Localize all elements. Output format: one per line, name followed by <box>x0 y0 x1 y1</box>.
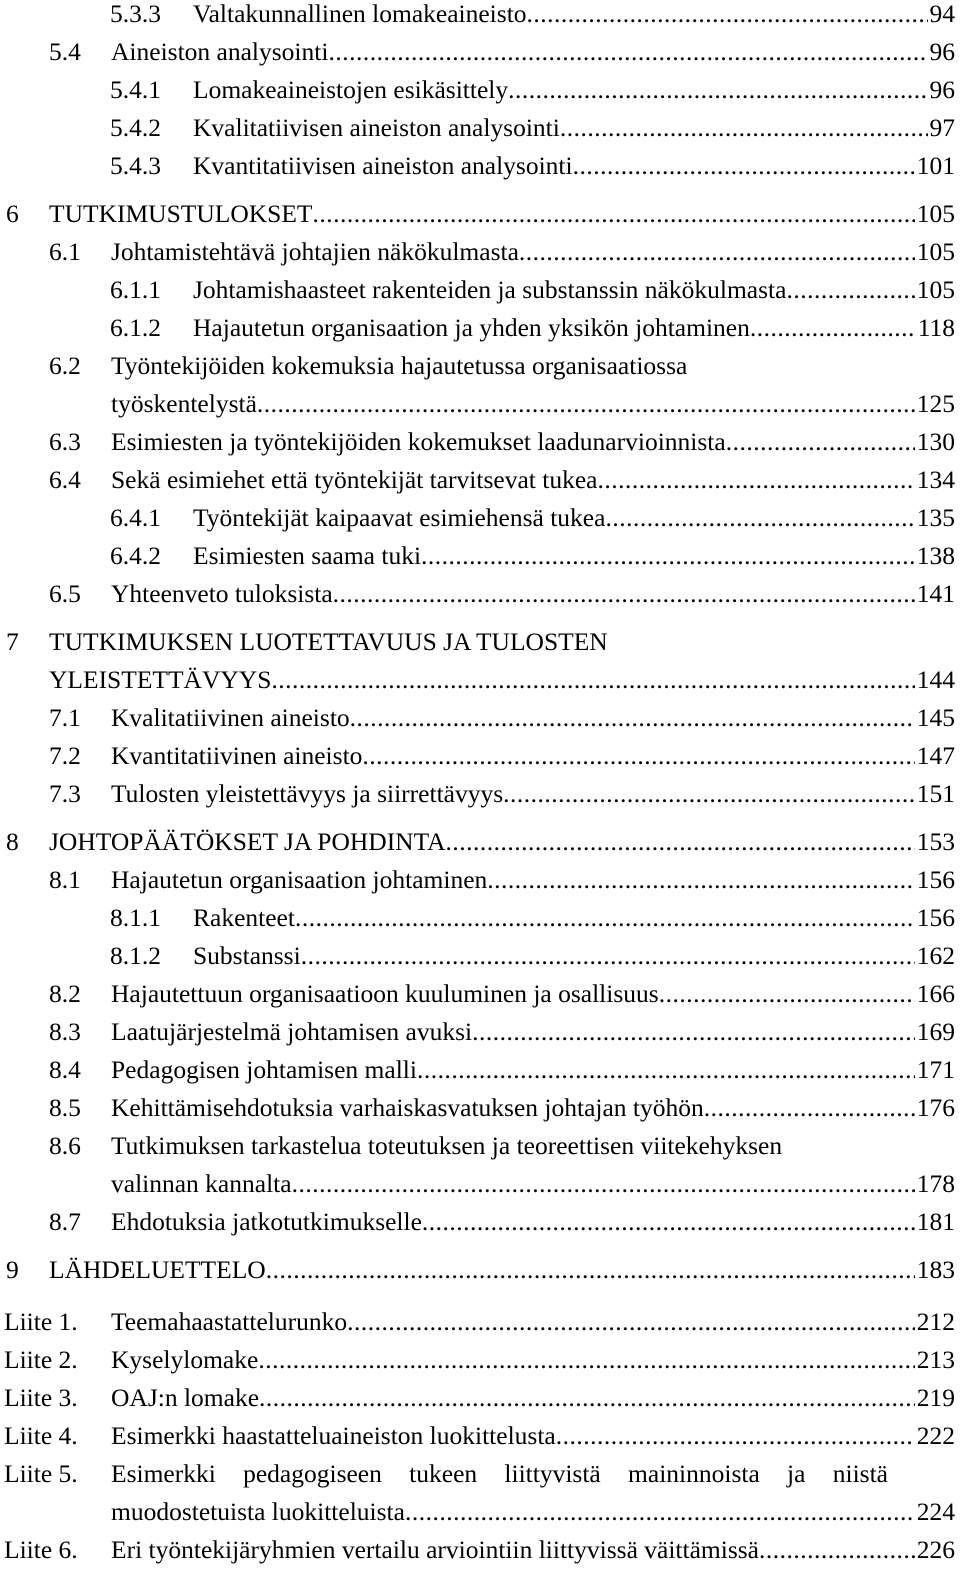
toc-entry-title: Sekä esimiehet että työntekijät tarvitsevat tukea <box>111 465 598 494</box>
toc-leader-dots <box>556 1419 915 1453</box>
toc-entry-title: Hajautetun organisaation ja yhden yksikön johtaminen <box>193 313 750 342</box>
toc-entry-title: LÄHDELUETTELO <box>49 1255 266 1284</box>
toc-entry[interactable] <box>0 1091 955 1125</box>
toc-appendix-entry[interactable] <box>0 1381 955 1415</box>
toc-entry-title: OAJ:n lomake <box>111 1383 260 1412</box>
toc-leader-dots <box>527 0 928 31</box>
toc-entry-page: 156 <box>916 903 955 932</box>
toc-entry-number: Liite 5. <box>4 1459 78 1488</box>
toc-leader-dots <box>508 73 927 107</box>
toc-entry-number: 6.1 <box>49 237 81 266</box>
toc-entry-title: Esimiesten ja työntekijöiden kokemukset laadunarvioinnista <box>111 427 726 456</box>
toc-entry-continuation[interactable] <box>0 663 955 697</box>
toc-entry-number: 9 <box>6 1255 19 1284</box>
toc-appendix-entry[interactable] <box>0 1533 955 1567</box>
toc-entry-title: Kyselylomake <box>111 1345 259 1374</box>
toc-entry-page: 97 <box>929 113 955 142</box>
toc-entry-title: Teemahaastattelurunko <box>111 1307 348 1336</box>
toc-entry-number: 8.7 <box>49 1207 81 1236</box>
toc-leader-dots <box>597 463 914 497</box>
toc-entry[interactable] <box>0 539 955 573</box>
toc-entry-title: Esimiesten saama tuki <box>193 541 422 570</box>
toc-entry-page: 105 <box>916 237 955 266</box>
toc-leader-dots <box>487 863 914 897</box>
toc-entry-page: 183 <box>916 1255 955 1284</box>
toc-entry[interactable] <box>0 463 955 497</box>
toc-entry-number: 6.3 <box>49 427 81 456</box>
toc-entry-page: 145 <box>916 703 955 732</box>
toc-entry-number: 6.4 <box>49 465 81 494</box>
toc-leader-dots <box>726 425 915 459</box>
toc-entry-title: Kvalitatiivisen aineiston analysointi <box>193 113 560 142</box>
toc-entry-number: 6.1.2 <box>110 313 161 342</box>
toc-leader-dots <box>786 273 914 307</box>
toc-entry[interactable] <box>0 1129 955 1163</box>
toc-entry-title: Hajautettuun organisaatioon kuuluminen ja osallisuus <box>111 979 659 1008</box>
toc-entry[interactable] <box>0 235 955 269</box>
toc-entry-number: 7.1 <box>49 703 81 732</box>
toc-leader-dots <box>301 939 915 973</box>
toc-leader-dots <box>422 1205 915 1239</box>
toc-entry-page: 166 <box>916 979 955 1008</box>
toc-entry[interactable] <box>0 311 955 345</box>
toc-leader-dots <box>362 739 914 773</box>
toc-entry-page: 105 <box>916 275 955 304</box>
toc-entry-page: 96 <box>929 37 955 66</box>
toc-leader-dots <box>573 149 915 183</box>
toc-entry-number: 6.4.2 <box>110 541 161 570</box>
toc-entry-number: 6.4.1 <box>110 503 161 532</box>
toc-leader-dots <box>503 777 915 811</box>
toc-entry-page: 224 <box>916 1497 955 1526</box>
toc-entry-title: Kvantitatiivinen aineisto <box>111 741 363 770</box>
toc-entry-page: 96 <box>929 75 955 104</box>
toc-leader-dots <box>417 1053 915 1087</box>
toc-entry-page: 181 <box>916 1207 955 1236</box>
toc-entry[interactable] <box>0 197 955 231</box>
toc-entry[interactable] <box>0 739 955 773</box>
toc-entry[interactable] <box>0 977 955 1011</box>
toc-entry[interactable] <box>0 1205 955 1239</box>
toc-entry-title: Lomakeaineistojen esikäsittely <box>193 75 509 104</box>
toc-entry-page: 171 <box>916 1055 955 1084</box>
toc-entry-page: 162 <box>916 941 955 970</box>
toc-entry-number: Liite 3. <box>4 1383 78 1412</box>
toc-entry-page: 156 <box>916 865 955 894</box>
toc-entry[interactable] <box>0 0 955 31</box>
toc-entry[interactable] <box>0 349 955 383</box>
toc-entry-number: 5.4.3 <box>110 151 161 180</box>
toc-entry-page: 144 <box>916 665 955 694</box>
toc-entry-page: 94 <box>929 0 955 28</box>
toc-entry-page: 141 <box>916 579 955 608</box>
toc-entry-page: 219 <box>916 1383 955 1412</box>
toc-leader-dots <box>350 701 915 735</box>
toc-entry-title: Hajautetun organisaation johtaminen <box>111 865 488 894</box>
toc-entry-title: Johtamishaasteet rakenteiden ja substanssin näkökulmasta <box>193 275 787 304</box>
toc-leader-dots <box>750 311 916 345</box>
toc-entry-title: Ehdotuksia jatkotutkimukselle <box>111 1207 422 1236</box>
toc-entry-number: 8.1.2 <box>110 941 161 970</box>
toc-entry-number: 8.1.1 <box>110 903 161 932</box>
toc-entry-title: JOHTOPÄÄTÖKSET JA POHDINTA <box>49 827 446 856</box>
toc-entry-continuation[interactable] <box>0 1167 955 1201</box>
toc-entry-number: 8.3 <box>49 1017 81 1046</box>
toc-entry-number: 7.3 <box>49 779 81 808</box>
toc-entry[interactable] <box>0 73 955 107</box>
toc-entry-number: Liite 6. <box>4 1535 78 1564</box>
toc-entry-number: 5.4 <box>49 37 81 66</box>
toc-entry-number: 6.2 <box>49 351 81 380</box>
toc-entry[interactable] <box>0 35 955 69</box>
toc-entry-page: 138 <box>916 541 955 570</box>
toc-entry[interactable] <box>0 1253 955 1287</box>
toc-entry-title: YLEISTETTÄVYYS <box>49 665 272 694</box>
toc-entry-title: valinnan kannalta <box>111 1169 292 1198</box>
toc-leader-dots <box>405 1495 915 1529</box>
toc-entry-title: Esimerkki pedagogiseen tukeen liittyvistä maininnoista ja niistä <box>111 1459 888 1488</box>
toc-entry-page: 212 <box>916 1307 955 1336</box>
toc-entry[interactable] <box>0 777 955 811</box>
toc-entry-title: Työntekijät kaipaavat esimiehensä tukea <box>193 503 606 532</box>
toc-entry-number: 6.1.1 <box>110 275 161 304</box>
toc-entry-title: Pedagogisen johtamisen malli <box>111 1055 417 1084</box>
toc-entry-continuation[interactable] <box>0 387 955 421</box>
toc-entry-number: Liite 1. <box>4 1307 78 1336</box>
toc-entry-page: 118 <box>917 313 955 342</box>
toc-leader-dots <box>605 501 914 535</box>
toc-entry-page: 151 <box>916 779 955 808</box>
toc-entry-number: 5.3.3 <box>110 0 161 28</box>
toc-entry-title: Työntekijöiden kokemuksia hajautetussa organisaatiossa <box>111 351 688 380</box>
toc-leader-dots <box>259 1381 915 1415</box>
toc-entry-continuation[interactable] <box>0 1495 955 1529</box>
toc-leader-dots <box>347 1305 915 1339</box>
toc-leader-dots <box>333 577 915 611</box>
toc-entry-number: 8.4 <box>49 1055 81 1084</box>
toc-leader-dots <box>446 825 915 859</box>
toc-entry-title: Kvantitatiivisen aineiston analysointi <box>193 151 573 180</box>
toc-entry-page: 213 <box>916 1345 955 1374</box>
toc-leader-dots <box>266 1253 915 1287</box>
toc-entry-number: 6 <box>6 199 19 228</box>
toc-entry-page: 222 <box>916 1421 955 1450</box>
toc-entry-number: 8.6 <box>49 1131 81 1160</box>
toc-entry-title: Tutkimuksen tarkastelua toteutuksen ja teoreettisen viitekehyksen <box>111 1131 783 1160</box>
toc-entry[interactable] <box>0 701 955 735</box>
toc-entry[interactable] <box>0 577 955 611</box>
toc-leader-dots <box>295 901 915 935</box>
toc-leader-dots <box>519 235 915 269</box>
toc-entry[interactable] <box>0 273 955 307</box>
toc-entry-number: 8 <box>6 827 19 856</box>
toc-entry-page: 176 <box>916 1093 955 1122</box>
toc-entry[interactable] <box>0 625 955 659</box>
toc-entry-page: 147 <box>916 741 955 770</box>
toc-entry-title: Yhteenveto tuloksista <box>111 579 333 608</box>
toc-leader-dots <box>659 977 915 1011</box>
toc-entry-title: Tulosten yleistettävyys ja siirrettävyys <box>111 779 504 808</box>
toc-leader-dots <box>421 539 915 573</box>
toc-leader-dots <box>560 111 928 145</box>
toc-entry-title: Rakenteet <box>193 903 295 932</box>
toc-entry-page: 125 <box>916 389 955 418</box>
toc-leader-dots <box>759 1533 915 1567</box>
toc-leader-dots <box>292 1167 915 1201</box>
toc-entry-title: TUTKIMUKSEN LUOTETTAVUUS JA TULOSTEN <box>49 627 608 656</box>
toc-entry[interactable] <box>0 501 955 535</box>
toc-entry[interactable] <box>0 863 955 897</box>
toc-entry-number: 5.4.2 <box>110 113 161 142</box>
toc-entry-number: 6.5 <box>49 579 81 608</box>
toc-leader-dots <box>704 1091 915 1125</box>
toc-leader-dots <box>257 387 915 421</box>
toc-entry-title: Aineiston analysointi <box>111 37 329 66</box>
toc-entry-title: Kehittämisehdotuksia varhaiskasvatuksen johtajan työhön <box>111 1093 704 1122</box>
toc-leader-dots <box>472 1015 915 1049</box>
toc-entry[interactable] <box>0 825 955 859</box>
toc-entry[interactable] <box>0 939 955 973</box>
toc-entry-page: 134 <box>916 465 955 494</box>
toc-entry-title: Laatujärjestelmä johtamisen avuksi <box>111 1017 473 1046</box>
toc-leader-dots <box>271 663 914 697</box>
toc-entry-number: 5.4.1 <box>110 75 161 104</box>
toc-entry[interactable] <box>0 111 955 145</box>
toc-appendix-entry[interactable] <box>0 1457 955 1491</box>
toc-entry-title: Valtakunnallinen lomakeaineisto <box>193 0 527 28</box>
toc-entry-page: 135 <box>916 503 955 532</box>
toc-appendix-entry[interactable] <box>0 1305 955 1339</box>
toc-appendix-entry[interactable] <box>0 1419 955 1453</box>
toc-leader-dots <box>328 35 927 69</box>
toc-entry-page: 169 <box>916 1017 955 1046</box>
toc-entry-page: 130 <box>916 427 955 456</box>
toc-entry-page: 105 <box>916 199 955 228</box>
toc-entry-title: Kvalitatiivinen aineisto <box>111 703 350 732</box>
toc-entry-title: Eri työntekijäryhmien vertailu arviointiin liittyvissä väittämissä <box>111 1535 759 1564</box>
toc-entry-number: 7.2 <box>49 741 81 770</box>
toc-entry-page: 101 <box>916 151 955 180</box>
toc-entry-number: Liite 4. <box>4 1421 78 1450</box>
toc-entry-number: 7 <box>6 627 19 656</box>
toc-entry-title: työskentelystä <box>111 389 257 418</box>
toc-entry[interactable] <box>0 901 955 935</box>
toc-leader-dots <box>312 197 914 231</box>
toc-entry-number: 8.5 <box>49 1093 81 1122</box>
toc-entry-number: 8.2 <box>49 979 81 1008</box>
toc-entry-title: Substanssi <box>193 941 301 970</box>
toc-entry-number: 8.1 <box>49 865 81 894</box>
toc-entry-title: muodostetuista luokitteluista <box>111 1497 405 1526</box>
toc-leader-dots <box>258 1343 914 1377</box>
toc-entry-title: Johtamistehtävä johtajien näkökulmasta <box>111 237 519 266</box>
toc-entry[interactable] <box>0 1015 955 1049</box>
toc-entry-title: TUTKIMUSTULOKSET <box>49 199 313 228</box>
toc-entry[interactable] <box>0 425 955 459</box>
toc-entry-page: 226 <box>916 1535 955 1564</box>
toc-appendix-entry[interactable] <box>0 1343 955 1377</box>
toc-entry[interactable] <box>0 149 955 183</box>
toc-entry-page: 153 <box>916 827 955 856</box>
toc-entry-title: Esimerkki haastatteluaineiston luokittelusta <box>111 1421 556 1450</box>
toc-entry-number: Liite 2. <box>4 1345 78 1374</box>
toc-entry-page: 178 <box>916 1169 955 1198</box>
toc-entry[interactable] <box>0 1053 955 1087</box>
